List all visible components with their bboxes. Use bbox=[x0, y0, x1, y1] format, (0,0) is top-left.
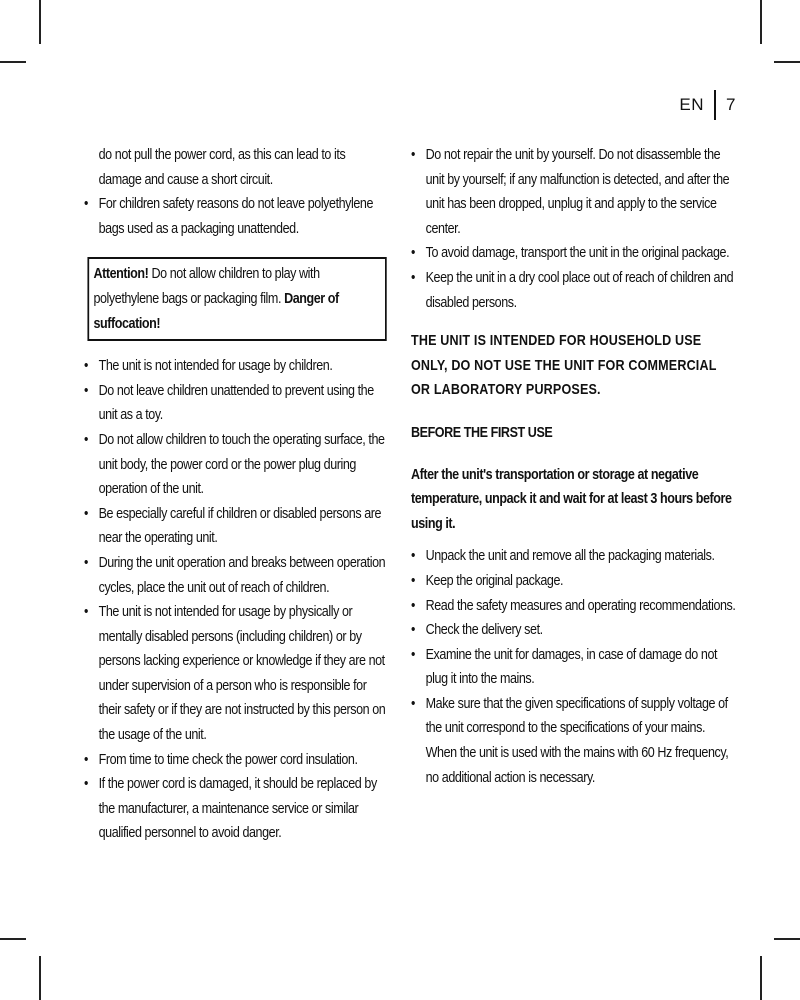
household-use-notice: THE UNIT IS INTENDED FOR HOUSEHOLD USE ONLY, DO NOT USE THE UNIT FOR COMMERCIAL OR LABORATORY PURPOSES. bbox=[411, 333, 717, 399]
list-item: • Do not leave children unattended to prevent using the unit as a toy. bbox=[84, 379, 387, 428]
storage-warning: After the unit's transportation or storage at negative temperature, unpack it and wait for at least 3 hours before using it. bbox=[411, 466, 732, 532]
attention-text: Do not allow children to play with polyethylene bags or packaging film. bbox=[93, 266, 320, 307]
list-item: • Read the safety measures and operating recommendations. bbox=[411, 594, 736, 619]
list-item: • Check the delivery set. bbox=[411, 618, 736, 643]
crop-mark-bottom-right-h bbox=[774, 938, 800, 940]
attention-emphasis: Danger of suffocation! bbox=[93, 290, 339, 332]
language-code: EN bbox=[679, 95, 705, 114]
header-divider bbox=[714, 90, 716, 120]
list-item: • The unit is not intended for usage by physically or mentally disabled persons (including children) or by persons lacking experience or knowledge if they are not under supervision of a person who is responsible for their safety or if they are not instructed by this person on the usage of the unit. bbox=[84, 600, 387, 748]
page-number: 7 bbox=[726, 95, 736, 114]
list-item: • Keep the original package. bbox=[411, 569, 736, 594]
list-item: • The unit is not intended for usage by children. bbox=[84, 354, 387, 379]
list-item: • Be especially careful if children or disabled persons are near the operating unit. bbox=[84, 502, 387, 551]
left-bullet-list-a bbox=[84, 192, 387, 241]
crop-mark-top-right bbox=[760, 0, 762, 44]
crop-mark-top-right-h bbox=[774, 61, 800, 63]
list-item: • From time to time check the power cord insulation. bbox=[84, 748, 387, 773]
page-header bbox=[679, 90, 736, 120]
list-item: • Examine the unit for damages, in case of damage do not plug it into the mains. bbox=[411, 643, 736, 692]
list-item: • Do not allow children to touch the operating surface, the unit body, the power cord or the power plug during operation of the unit. bbox=[84, 428, 387, 502]
attention-box bbox=[87, 257, 386, 341]
crop-mark-top-left-h bbox=[0, 61, 26, 63]
left-column bbox=[84, 143, 387, 846]
crop-mark-bottom-left bbox=[39, 956, 41, 1000]
list-item: • Unpack the unit and remove all the packaging materials. bbox=[411, 544, 736, 569]
right-bullet-list-a bbox=[411, 143, 736, 315]
list-item: • Do not repair the unit by yourself. Do not disassemble the unit by yourself; if any malfunction is detected, and after the unit has been dropped, unplug it and apply to the service center. bbox=[411, 143, 736, 241]
list-item: • During the unit operation and breaks between operation cycles, place the unit out of reach of children. bbox=[84, 551, 387, 600]
list-item: • For children safety reasons do not leave polyethylene bags used as a packaging unattended. bbox=[84, 192, 387, 241]
crop-mark-top-left bbox=[39, 0, 41, 44]
right-column bbox=[411, 143, 736, 790]
left-bullet-list-b bbox=[84, 354, 387, 846]
list-item: • Make sure that the given specifications of supply voltage of the unit correspond to the specifications of your mains. When the unit is used with the mains with 60 Hz frequency, no additional action is necessary. bbox=[411, 692, 736, 790]
list-item: • To avoid damage, transport the unit in the original package. bbox=[411, 241, 736, 266]
attention-label: Attention! bbox=[93, 266, 149, 283]
right-bullet-list-b bbox=[411, 544, 736, 790]
list-item: • Keep the unit in a dry cool place out of reach of children and disabled persons. bbox=[411, 266, 736, 315]
continued-bullet-text: do not pull the power cord, as this can lead to its damage and cause a short circuit. bbox=[98, 147, 346, 188]
crop-mark-bottom-left-h bbox=[0, 938, 26, 940]
crop-mark-bottom-right bbox=[760, 956, 762, 1000]
section-heading: BEFORE THE FIRST USE bbox=[411, 424, 553, 441]
list-item: • If the power cord is damaged, it should be replaced by the manufacturer, a maintenance service or similar qualified personnel to avoid danger. bbox=[84, 772, 387, 846]
